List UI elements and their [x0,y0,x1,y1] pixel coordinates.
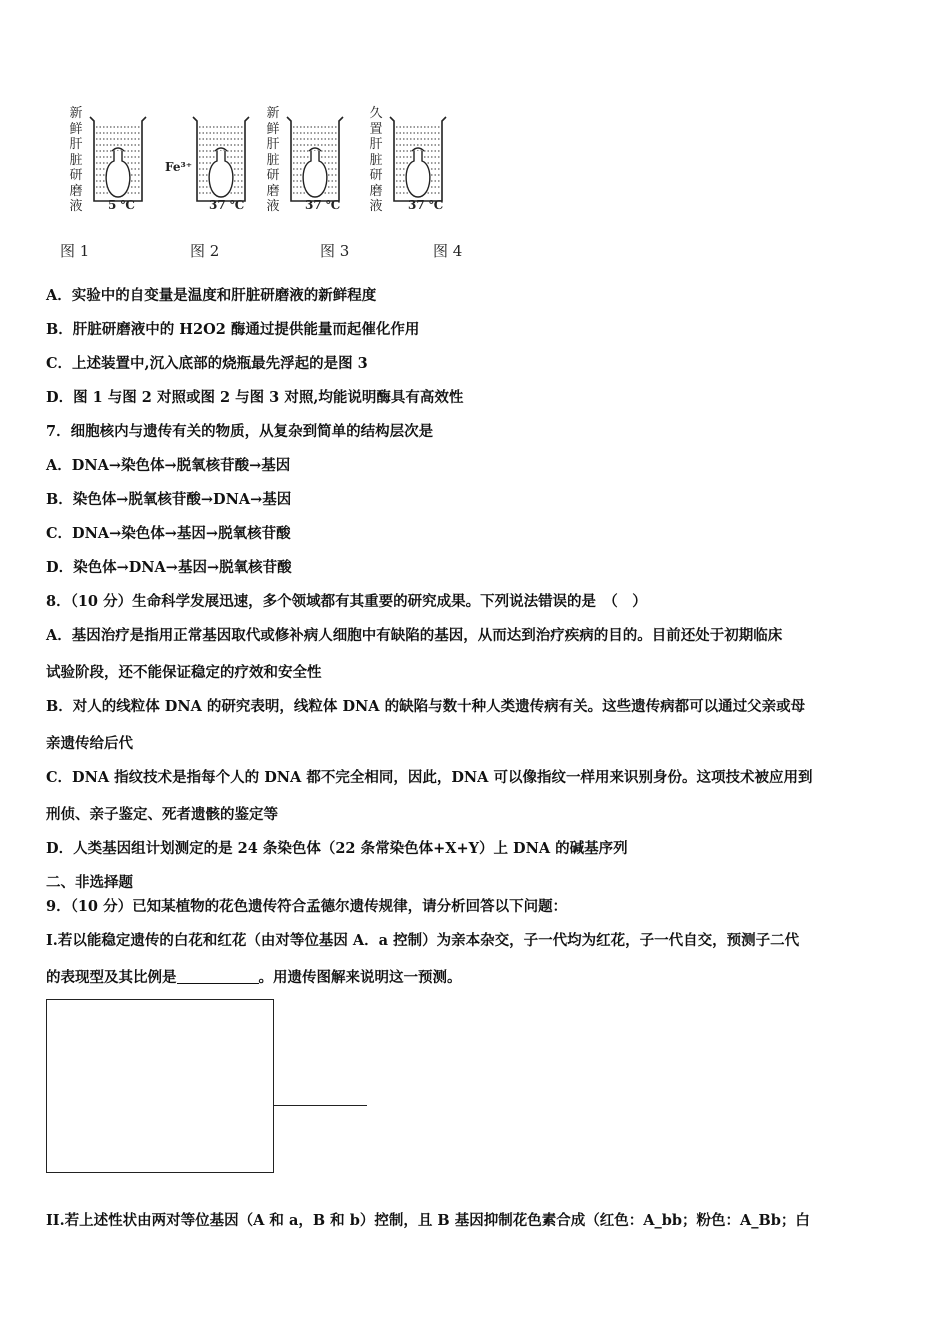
beaker-flask-illustration [388,115,448,205]
q8-option-a-line1: A．基因治疗是指用正常基因取代或修补病人细胞中有缺陷的基因，从而达到治疗疾病的目的。目前还处于初期临床 [46,627,783,644]
q8-option-b-line1: B．对人的线粒体 DNA 的研究表明，线粒体 DNA 的缺陷与数十种人类遗传病有关。这些遗传病都可以通过父亲或母 [46,698,806,715]
q8-stem: 8．（10 分）生命科学发展迅速，多个领域都有其重要的研究成果。下列说法错误的是 （ ） [46,593,647,610]
q7-option-a: A．DNA→染色体→脱氧核苷酸→基因 [46,457,291,474]
genetic-diagram-answer-box[interactable] [46,999,274,1173]
figure-caption: 图 1 [60,242,90,260]
answer-blank[interactable] [177,969,259,984]
section-heading: 二、非选择题 [46,874,133,891]
figure-caption: 图 3 [320,242,350,260]
temperature-label: 37 ℃ [408,198,444,212]
q9-part2-line1: II.若上述性状由两对等位基因（A 和 a，B 和 b）控制，且 B 基因抑制花色素合成（红色：A_bb；粉色：A_Bb；白 [46,1212,810,1229]
q6-option-b: B．肝脏研磨液中的 H2O2 酶通过提供能量而起催化作用 [46,321,420,338]
enzyme-experiment-figure [60,100,490,270]
figure-panel-1 [60,100,160,265]
beaker-flask-illustration [88,115,148,205]
side-label: Fe³⁺ [165,160,193,174]
q9-part1-text-b: 。用遗传图解来说明这一预测。 [258,969,462,986]
figure-panel-3 [265,100,365,265]
q8-option-c-line2: 刑侦、亲子鉴定、死者遗骸的鉴定等 [46,806,278,823]
q7-stem: 7．细胞核内与遗传有关的物质，从复杂到简单的结构层次是 [46,423,434,440]
figure-caption: 图 4 [433,242,463,260]
q6-option-c: C．上述装置中,沉入底部的烧瓶最先浮起的是图 3 [46,355,368,372]
side-label: 新鲜肝脏研磨液 [266,106,280,214]
temperature-label: 37 ℃ [209,198,245,212]
q7-option-c: C．DNA→染色体→基因→脱氧核苷酸 [46,525,291,542]
beaker-flask-illustration [191,115,251,205]
figure-caption: 图 2 [190,242,220,260]
q8-option-d: D．人类基因组计划测定的是 24 条染色体（22 条常染色体+X+Y）上 DNA 的碱基序列 [46,840,628,857]
q9-stem: 9．（10 分）已知某植物的花色遗传符合孟德尔遗传规律，请分析回答以下问题： [46,898,568,915]
figure-panel-4 [368,100,468,265]
side-label: 新鲜肝脏研磨液 [69,106,83,214]
side-label: 久置肝脏研磨液 [369,106,383,214]
q8-option-b-line2: 亲遗传给后代 [46,735,133,752]
q9-part1-text-a: 的表现型及其比例是 [46,969,177,986]
q7-option-b: B．染色体→脱氧核苷酸→DNA→基因 [46,491,292,508]
q7-option-d: D．染色体→DNA→基因→脱氧核苷酸 [46,559,292,576]
temperature-label: 37 ℃ [305,198,341,212]
answer-box-connector-line [274,1105,367,1106]
beaker-flask-illustration [285,115,345,205]
q6-option-a: A．实验中的自变量是温度和肝脏研磨液的新鲜程度 [46,287,377,304]
q6-option-d: D．图 1 与图 2 对照或图 2 与图 3 对照,均能说明酶具有高效性 [46,389,464,406]
figure-panel-2 [165,100,265,265]
q9-part1-line1: I.若以能稳定遗传的白花和红花（由对等位基因 A．a 控制）为亲本杂交，子一代均为红花，子一代自交，预测子二代 [46,932,800,949]
temperature-label: 5 ℃ [108,198,135,212]
q8-option-c-line1: C．DNA 指纹技术是指每个人的 DNA 都不完全相同，因此，DNA 可以像指纹一样用来识别身份。这项技术被应用到 [46,769,813,786]
q9-part1-line2 [46,969,462,987]
q8-option-a-line2: 试验阶段，还不能保证稳定的疗效和安全性 [46,664,322,681]
